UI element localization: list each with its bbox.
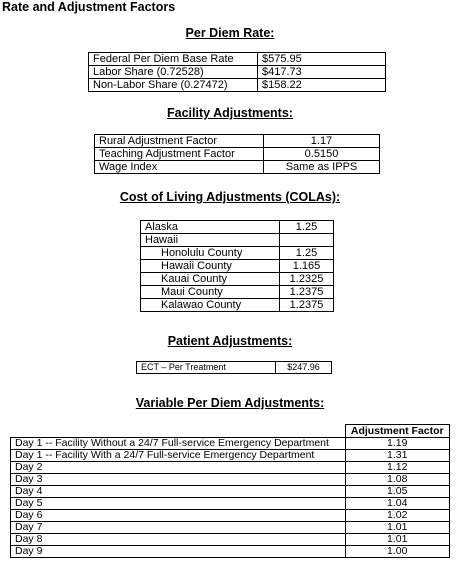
cola-county-value: 1.2375 <box>280 299 334 312</box>
variable-label: Day 8 <box>11 534 346 546</box>
table-row <box>95 161 380 174</box>
table-row <box>89 79 386 92</box>
cola-label: Alaska <box>141 221 280 234</box>
cola-county-label: Hawaii County <box>141 260 280 273</box>
cola-value: 1.25 <box>280 221 334 234</box>
facility-value: 0.5150 <box>264 148 380 161</box>
cola-county-label: Maui County <box>141 286 280 299</box>
table-row <box>11 510 450 522</box>
patient-heading: Patient Adjustments: <box>167 334 293 348</box>
cola-county-value: 1.165 <box>280 260 334 273</box>
variable-table <box>10 424 450 558</box>
variable-label: Day 3 <box>11 474 346 486</box>
table-row <box>95 148 380 161</box>
table-row <box>141 273 334 286</box>
per-diem-value: $575.95 <box>258 53 386 66</box>
patient-label: ECT – Per Treatment <box>137 362 276 374</box>
per-diem-label: Non-Labor Share (0.27472) <box>89 79 258 92</box>
variable-value: 1.00 <box>345 546 450 558</box>
table-row <box>141 260 334 273</box>
table-row <box>141 286 334 299</box>
variable-value: 1.19 <box>345 438 450 450</box>
table-row <box>11 474 450 486</box>
variable-value: 1.01 <box>345 534 450 546</box>
table-row <box>11 462 450 474</box>
variable-label: Day 1 -- Facility With a 24/7 Full-service Emergency Department <box>11 450 346 462</box>
table-row <box>141 221 334 234</box>
cola-table <box>140 220 334 312</box>
variable-label: Day 1 -- Facility Without a 24/7 Full-service Emergency Department <box>11 438 346 450</box>
patient-table <box>136 361 332 374</box>
facility-label: Rural Adjustment Factor <box>95 135 264 148</box>
variable-value: 1.08 <box>345 474 450 486</box>
table-row <box>89 66 386 79</box>
variable-label: Day 7 <box>11 522 346 534</box>
facility-heading: Facility Adjustments: <box>167 106 293 120</box>
cola-county-value: 1.25 <box>280 247 334 260</box>
cola-county-value: 1.2375 <box>280 286 334 299</box>
cola-heading: Cost of Living Adjustments (COLAs): <box>119 190 341 204</box>
table-row <box>95 135 380 148</box>
per-diem-value: $417.73 <box>258 66 386 79</box>
table-row <box>89 53 386 66</box>
variable-value: 1.02 <box>345 510 450 522</box>
per-diem-heading: Per Diem Rate: <box>185 26 275 40</box>
patient-value: $247.96 <box>276 362 332 374</box>
variable-label: Day 6 <box>11 510 346 522</box>
variable-value: 1.31 <box>345 450 450 462</box>
variable-value: 1.01 <box>345 522 450 534</box>
per-diem-value: $158.22 <box>258 79 386 92</box>
variable-value: 1.12 <box>345 462 450 474</box>
table-row <box>11 534 450 546</box>
cola-county-label: Kalawao County <box>141 299 280 312</box>
variable-header-blank <box>11 425 346 438</box>
cola-value-empty <box>280 234 334 247</box>
facility-value: Same as IPPS <box>264 161 380 174</box>
variable-label: Day 5 <box>11 498 346 510</box>
variable-value: 1.04 <box>345 498 450 510</box>
table-row <box>11 522 450 534</box>
table-header-row <box>11 425 450 438</box>
cola-county-label: Honolulu County <box>141 247 280 260</box>
table-row <box>141 234 334 247</box>
cola-county-label: Kauai County <box>141 273 280 286</box>
table-row <box>11 438 450 450</box>
table-row <box>11 546 450 558</box>
per-diem-label: Labor Share (0.72528) <box>89 66 258 79</box>
table-row <box>11 498 450 510</box>
facility-table <box>94 134 380 174</box>
table-row <box>137 362 332 374</box>
table-row <box>11 450 450 462</box>
per-diem-label: Federal Per Diem Base Rate <box>89 53 258 66</box>
variable-label: Day 2 <box>11 462 346 474</box>
table-row <box>11 486 450 498</box>
table-row <box>141 247 334 260</box>
variable-value: 1.05 <box>345 486 450 498</box>
per-diem-table <box>88 52 386 92</box>
page-title: Rate and Adjustment Factors <box>2 0 176 14</box>
cola-county-value: 1.2325 <box>280 273 334 286</box>
facility-label: Teaching Adjustment Factor <box>95 148 264 161</box>
cola-label: Hawaii <box>141 234 280 247</box>
variable-label: Day 9 <box>11 546 346 558</box>
table-row <box>141 299 334 312</box>
variable-heading: Variable Per Diem Adjustments: <box>135 396 325 410</box>
variable-column-header: Adjustment Factor <box>345 425 450 438</box>
facility-label: Wage Index <box>95 161 264 174</box>
facility-value: 1.17 <box>264 135 380 148</box>
variable-label: Day 4 <box>11 486 346 498</box>
